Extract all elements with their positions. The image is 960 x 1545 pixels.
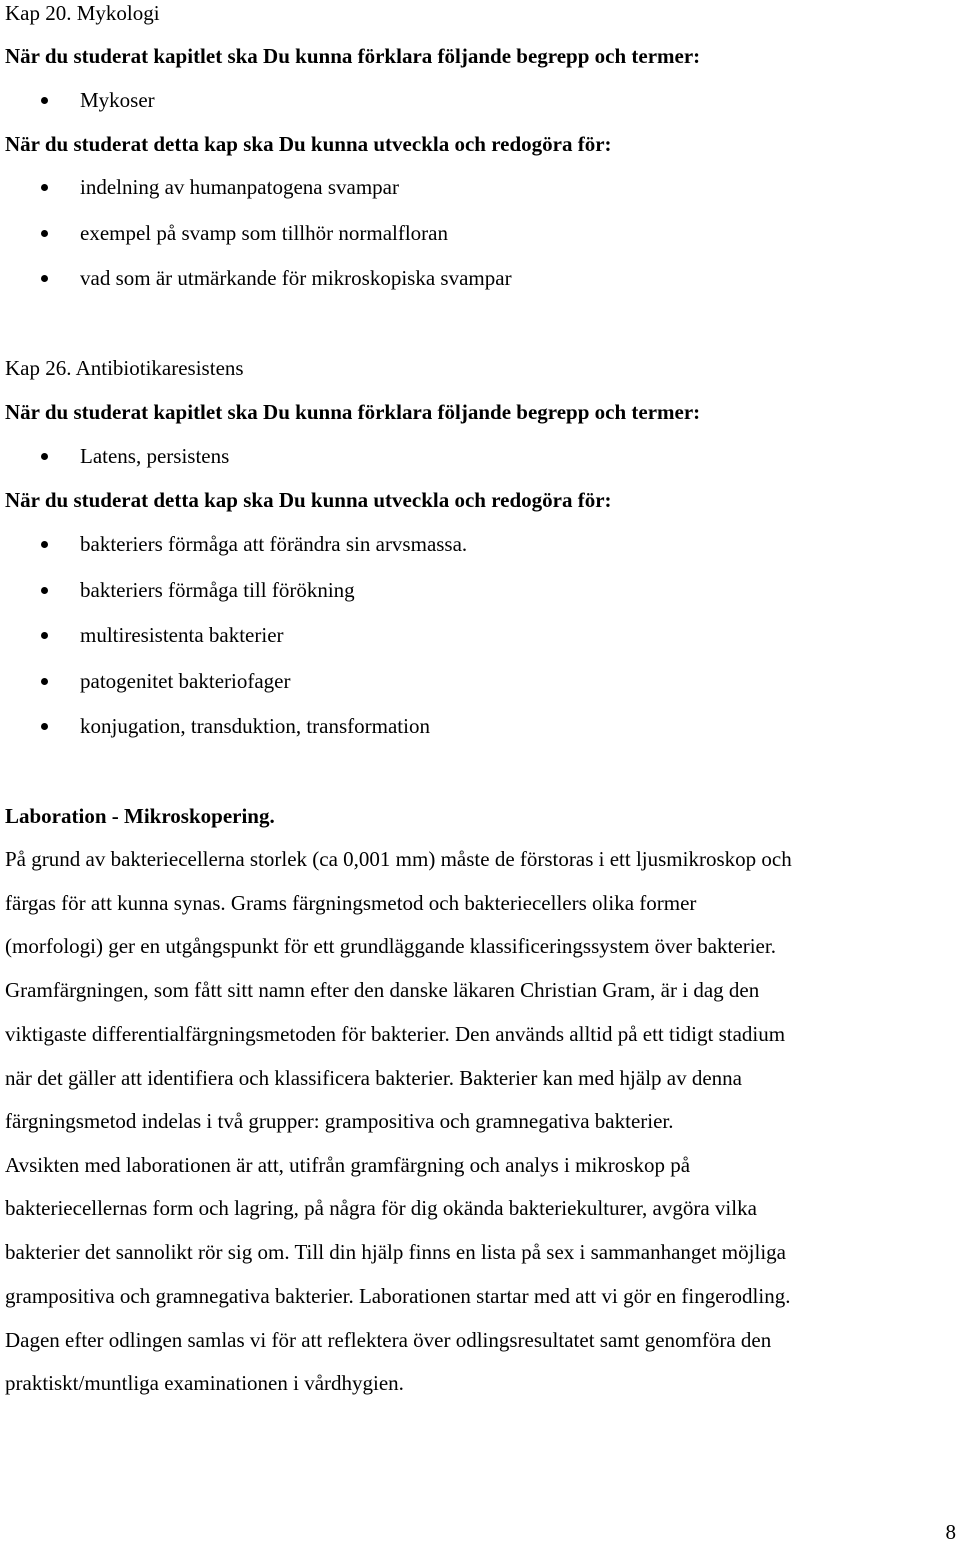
section2-describe-1: bakteriers förmåga till förökning bbox=[80, 578, 355, 602]
lab-paragraph-line: färgningsmetod indelas i två grupper: grampositiva och gramnegativa bakterier. bbox=[5, 1109, 674, 1133]
lab-paragraph-line: (morfologi) ger en utgångspunkt för ett grundläggande klassificeringssystem över bakterier. bbox=[5, 934, 776, 958]
page-number: 8 bbox=[945, 1520, 956, 1544]
section1-describe-2: vad som är utmärkande för mikroskopiska svampar bbox=[80, 266, 512, 290]
section2-describe-4: konjugation, transduktion, transformation bbox=[80, 714, 430, 738]
section2-intro-describe: När du studerat detta kap ska Du kunna utveckla och redogöra för: bbox=[5, 488, 612, 512]
lab-paragraph-line: bakteriecellernas form och lagring, på några för dig okända bakteriekulturer, avgöra vilka bbox=[5, 1196, 757, 1220]
section1-term-0: Mykoser bbox=[80, 88, 155, 112]
bullet-icon bbox=[41, 230, 48, 237]
bullet-icon bbox=[41, 453, 48, 460]
lab-paragraph-line: Dagen efter odlingen samlas vi för att reflektera över odlingsresultatet samt genomföra den bbox=[5, 1328, 772, 1352]
bullet-icon bbox=[41, 184, 48, 191]
lab-paragraph-line: Gramfärgningen, som fått sitt namn efter den danske läkaren Christian Gram, är i dag den bbox=[5, 978, 760, 1002]
lab-paragraph-line: viktigaste differentialfärgningsmetoden för bakterier. Den används alltid på ett tidigt stadium bbox=[5, 1022, 786, 1046]
section1-intro-describe: När du studerat detta kap ska Du kunna utveckla och redogöra för: bbox=[5, 132, 612, 156]
bullet-icon bbox=[41, 275, 48, 282]
lab-paragraph-line: färgas för att kunna synas. Grams färgningsmetod och bakteriecellers olika former bbox=[5, 891, 697, 915]
section2-term-0: Latens, persistens bbox=[80, 444, 230, 468]
bullet-icon bbox=[41, 587, 48, 594]
bullet-icon bbox=[41, 632, 48, 639]
section2-describe-2: multiresistenta bakterier bbox=[80, 623, 284, 647]
lab-paragraph-line: På grund av bakteriecellerna storlek (ca 0,001 mm) måste de förstoras i ett ljusmikroskop och bbox=[5, 847, 792, 871]
bullet-icon bbox=[41, 678, 48, 685]
lab-paragraph-line: när det gäller att identifiera och klassificera bakterier. Bakterier kan med hjälp av denna bbox=[5, 1066, 742, 1090]
section1-heading: Kap 20. Mykologi bbox=[5, 1, 160, 25]
bullet-icon bbox=[41, 541, 48, 548]
section1-describe-1: exempel på svamp som tillhör normalfloran bbox=[80, 221, 448, 245]
lab-heading: Laboration - Mikroskopering. bbox=[5, 804, 275, 828]
section1-intro-terms: När du studerat kapitlet ska Du kunna förklara följande begrepp och termer: bbox=[5, 44, 701, 68]
section2-describe-3: patogenitet bakteriofager bbox=[80, 669, 291, 693]
section2-heading: Kap 26. Antibiotikaresistens bbox=[5, 356, 244, 380]
section1-describe-0: indelning av humanpatogena svampar bbox=[80, 175, 399, 199]
lab-paragraph-line: praktiskt/muntliga examinationen i vårdhygien. bbox=[5, 1371, 404, 1395]
bullet-icon bbox=[41, 97, 48, 104]
bullet-icon bbox=[41, 723, 48, 730]
lab-paragraph-line: Avsikten med laborationen är att, utifrån gramfärgning och analys i mikroskop på bbox=[5, 1153, 691, 1177]
lab-paragraph-line: bakterier det sannolikt rör sig om. Till din hjälp finns en lista på sex i sammanhanget möjliga bbox=[5, 1240, 786, 1264]
section2-describe-0: bakteriers förmåga att förändra sin arvsmassa. bbox=[80, 532, 468, 556]
lab-paragraph-line: grampositiva och gramnegativa bakterier. Laborationen startar med att vi gör en fingerodling. bbox=[5, 1284, 791, 1308]
section2-intro-terms: När du studerat kapitlet ska Du kunna förklara följande begrepp och termer: bbox=[5, 400, 701, 424]
